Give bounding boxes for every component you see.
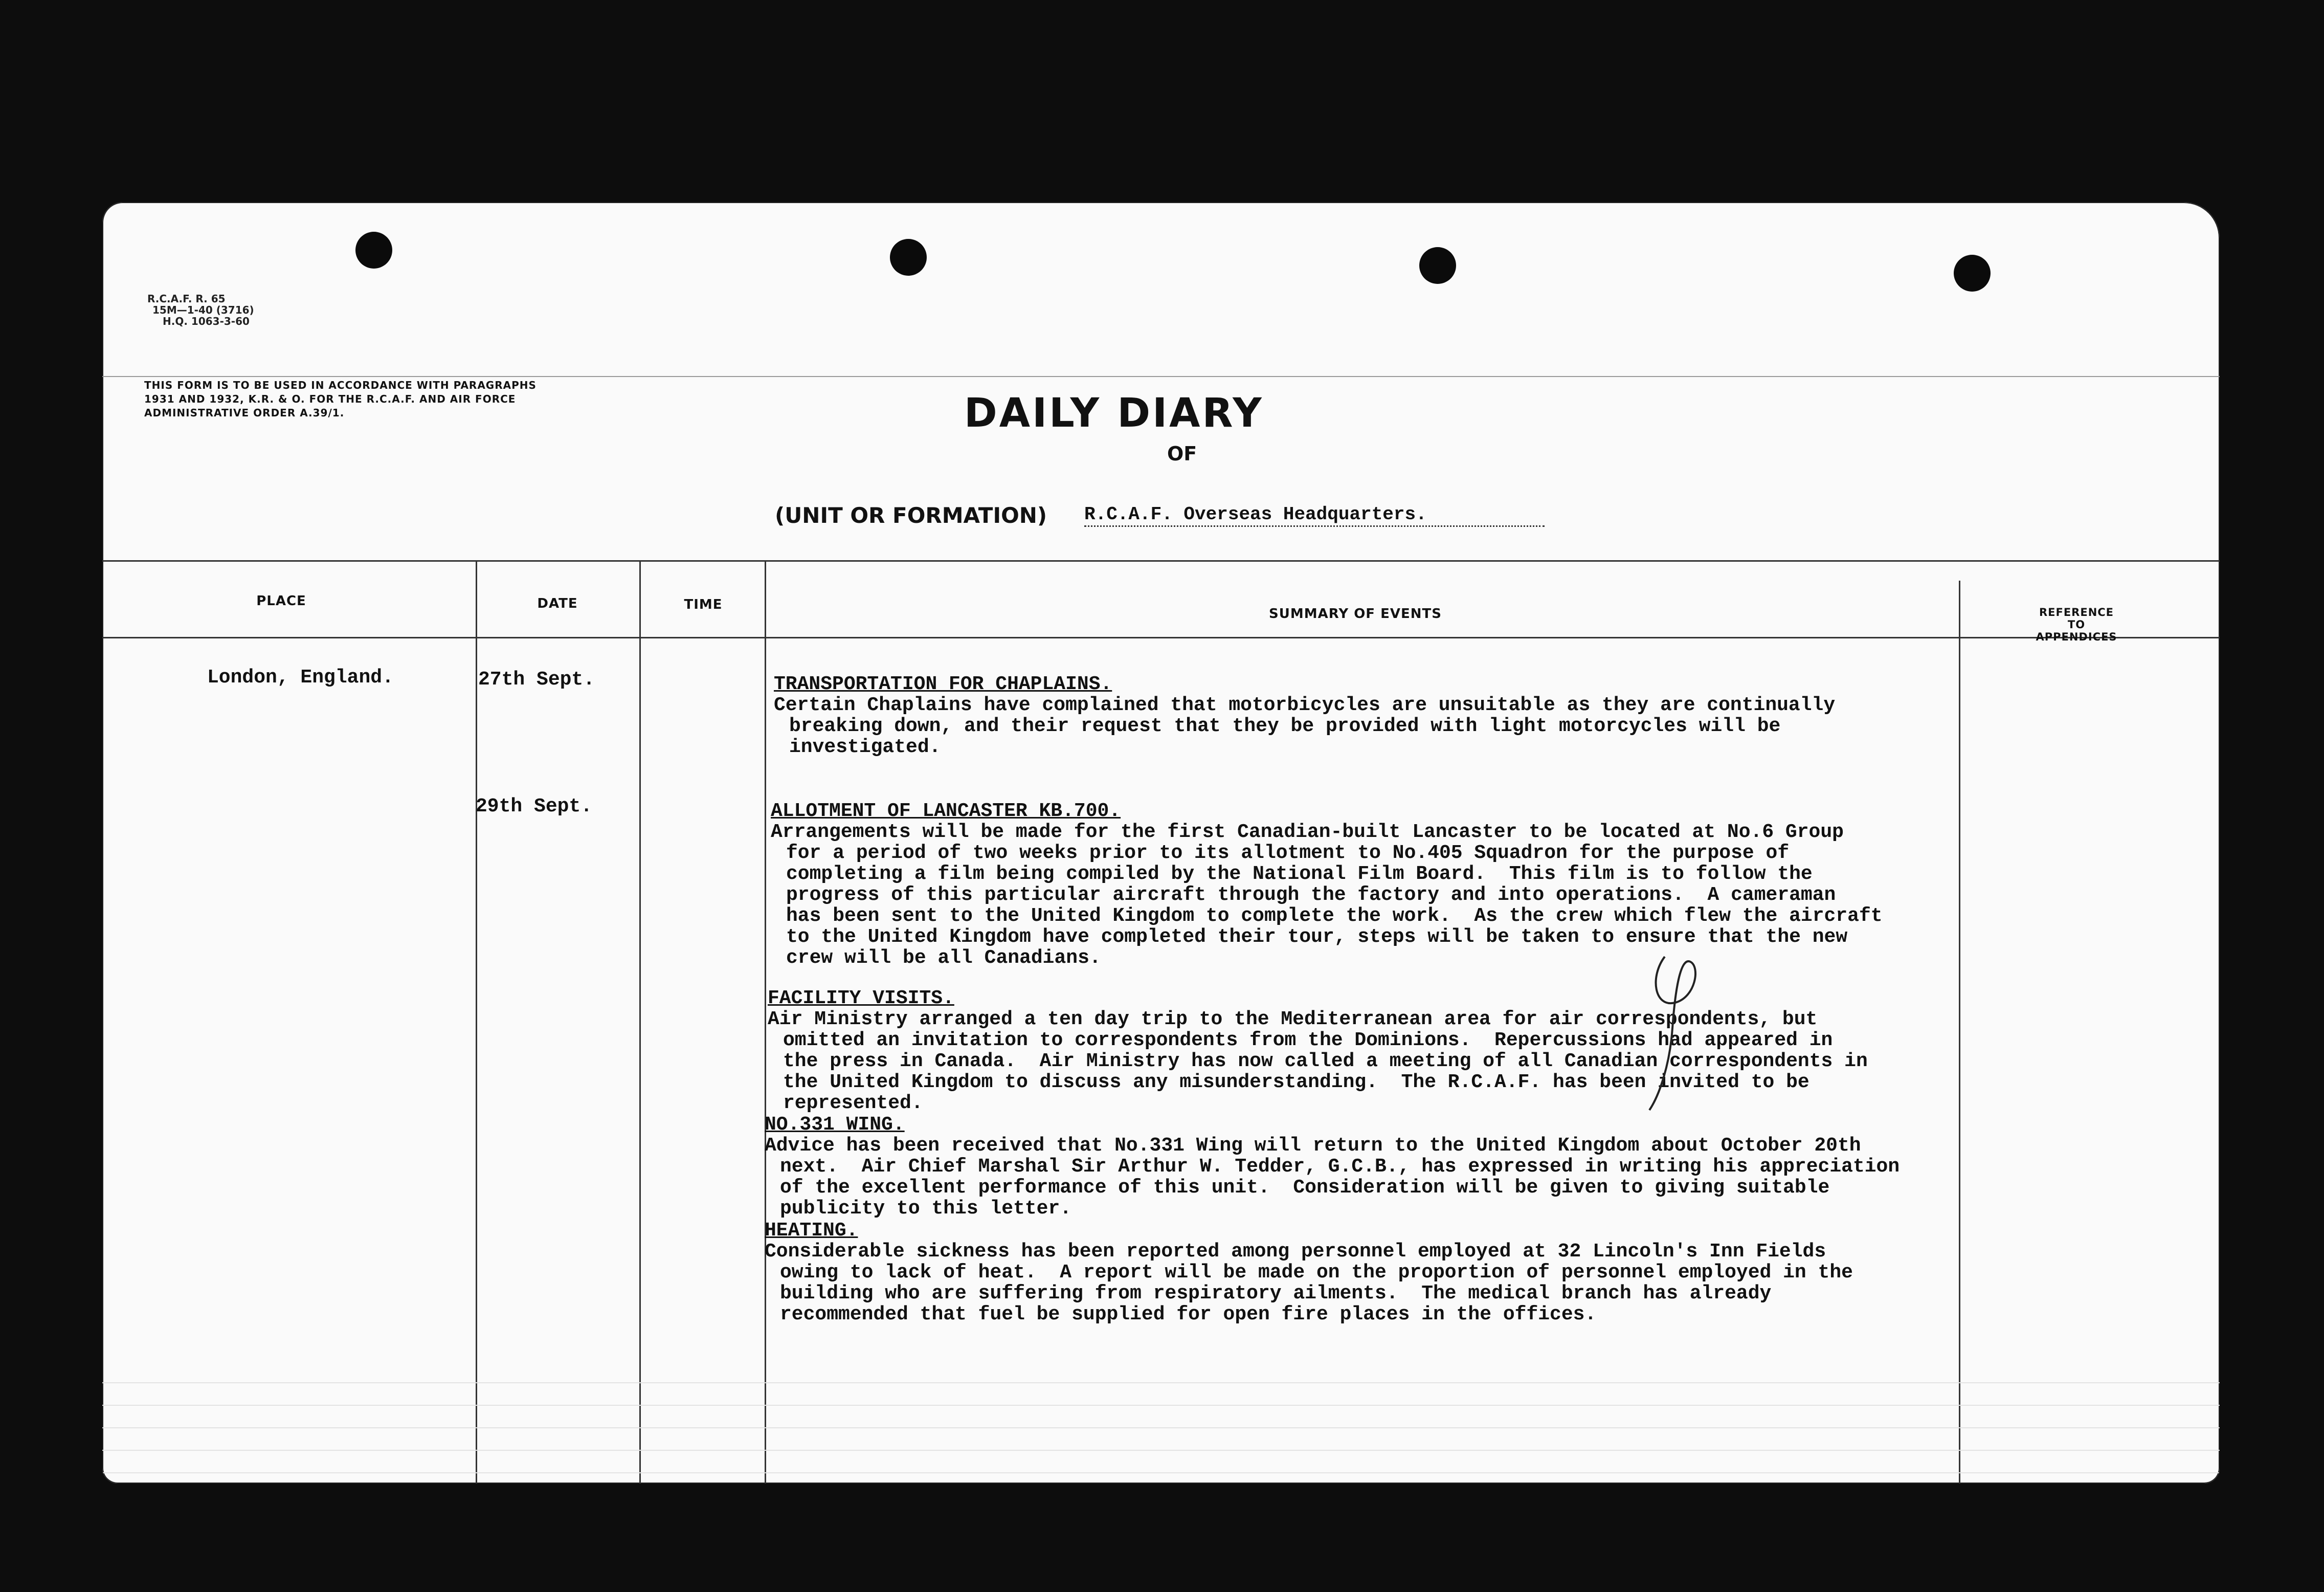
- of-label: OF: [1167, 443, 1197, 465]
- unit-value: R.C.A.F. Overseas Headquarters.: [1084, 504, 1545, 527]
- column-divider: [639, 560, 641, 1484]
- event-heading: TRANSPORTATION FOR CHAPLAINS.: [774, 673, 1112, 695]
- form-note: THIS FORM IS TO BE USED IN ACCORDANCE WITH PARAGRAPHS 1931 AND 1932, K.R. & O. FOR THE R.C.A.F. AND AIR FORCE ADMINISTRATIVE ORDER A.39/1.: [144, 379, 537, 419]
- event-body: [749, 1241, 2002, 1325]
- event-body: [749, 1009, 2002, 1114]
- page-title: DAILY DIARY: [964, 390, 1264, 436]
- event-line: progress of this particular aircraft through the factory and into operations. A cameraman: [786, 884, 1836, 906]
- punch-hole: [355, 232, 392, 269]
- form-code-line: R.C.A.F. R. 65: [147, 293, 226, 305]
- column-divider: [476, 560, 477, 1484]
- table-top-rule: [102, 560, 2220, 562]
- event-body: [749, 695, 2002, 758]
- punch-hole: [1954, 255, 1991, 292]
- punch-hole: [1419, 247, 1456, 284]
- reference-header-line: REFERENCE: [2039, 606, 2114, 618]
- event-heading: NO.331 WING.: [765, 1114, 905, 1136]
- event-line: Air Ministry arranged a ten day trip to the Mediterranean area for air correspondents, but: [768, 1008, 1818, 1030]
- event-heading: HEATING.: [765, 1220, 858, 1242]
- table-head-rule: [102, 637, 2220, 638]
- event-line: completing a film being compiled by the National Film Board. This film is to follow the: [786, 863, 1813, 885]
- event-line: the press in Canada. Air Ministry has now called a meeting of all Canadian correspondents in: [783, 1050, 1868, 1072]
- event-entry: [749, 674, 2002, 758]
- handwritten-mark: [1644, 946, 1716, 1115]
- column-header-date: DATE: [537, 596, 578, 611]
- header-rule: [102, 376, 2220, 377]
- column-header-reference: [1990, 606, 2163, 643]
- event-entry: [749, 1220, 2002, 1325]
- event-heading: FACILITY VISITS.: [768, 987, 954, 1009]
- event-line: publicity to this letter.: [780, 1198, 1072, 1220]
- event-line: Arrangements will be made for the first Canadian-built Lancaster to be located at No.6 Group: [771, 821, 1844, 843]
- event-line: building who are suffering from respiratory ailments. The medical branch has already: [780, 1283, 1772, 1304]
- column-header-summary: SUMMARY OF EVENTS: [1269, 606, 1442, 622]
- event-line: the United Kingdom to discuss any misunderstanding. The R.C.A.F. has been invited to be: [783, 1071, 1809, 1093]
- event-entry: [749, 801, 2002, 968]
- event-line: of the excellent performance of this unit. Consideration will be given to giving suitable: [780, 1177, 1830, 1199]
- punch-hole: [890, 239, 927, 276]
- event-line: has been sent to the United Kingdom to complete the work. As the crew which flew the aircraft: [786, 905, 1883, 927]
- event-body: [749, 822, 2002, 968]
- place-cell: London, England.: [207, 667, 394, 689]
- reference-header-line: APPENDICES: [2036, 631, 2117, 643]
- event-heading: ALLOTMENT OF LANCASTER KB.700.: [771, 800, 1121, 822]
- event-line: crew will be all Canadians.: [786, 947, 1101, 969]
- event-line: for a period of two weeks prior to its allotment to No.405 Squadron for the purpose of: [786, 842, 1790, 864]
- event-line: Certain Chaplains have complained that motorbicycles are unsuitable as they are continually: [774, 694, 1836, 716]
- diary-sheet: [102, 202, 2220, 1484]
- event-line: omitted an invitation to correspondents from the Dominions. Repercussions had appeared in: [783, 1029, 1833, 1051]
- date-cell: 29th Sept.: [476, 795, 593, 817]
- reference-header-line: TO: [2067, 618, 2086, 631]
- form-code: [147, 293, 254, 327]
- unit-label: (UNIT OR FORMATION): [775, 503, 1047, 528]
- column-header-place: PLACE: [256, 593, 306, 609]
- event-line: represented.: [783, 1092, 923, 1114]
- date-cell: 27th Sept.: [478, 669, 595, 691]
- event-entry: [749, 1114, 2002, 1219]
- event-line: next. Air Chief Marshal Sir Arthur W. Tedder, G.C.B., has expressed in writing his appreciation: [780, 1156, 1900, 1178]
- form-code-line: H.Q. 1063-3-60: [163, 315, 250, 327]
- event-entry: [749, 988, 2002, 1114]
- event-line: recommended that fuel be supplied for open fire places in the offices.: [780, 1303, 1597, 1325]
- event-line: owing to lack of heat. A report will be made on the proportion of personnel employed in the: [780, 1262, 1853, 1284]
- event-line: investigated.: [789, 736, 941, 758]
- event-line: Advice has been received that No.331 Wing will return to the United Kingdom about October 20th: [765, 1135, 1861, 1157]
- event-line: breaking down, and their request that they be provided with light motorcycles will be: [789, 715, 1781, 737]
- event-line: Considerable sickness has been reported among personnel employed at 32 Lincoln's Inn Fields: [765, 1241, 1826, 1263]
- column-header-time: TIME: [684, 597, 723, 612]
- form-code-line: 15M—1-40 (3716): [152, 304, 254, 316]
- event-body: [749, 1135, 2002, 1219]
- event-line: to the United Kingdom have completed their tour, steps will be taken to ensure that the new: [786, 926, 1848, 948]
